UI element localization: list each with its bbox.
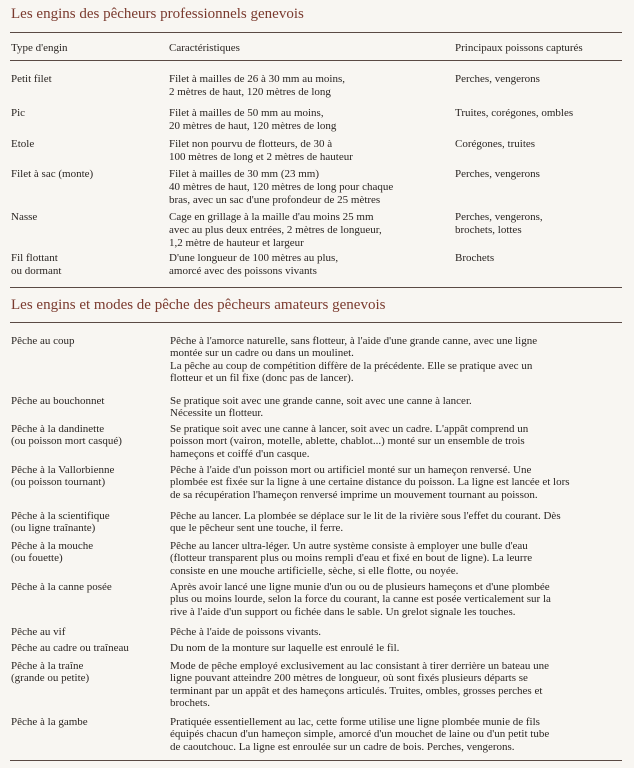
amateur-row-description-line: Pratiquée essentiellement au lac, cette forme utilise une ligne plombée munie de fils [170,716,540,728]
amateur-row-name-line: (ou poisson mort casqué) [11,435,122,448]
professional-row-type-line: Pic [11,107,26,119]
professional-row-type [11,168,93,181]
amateur-row-name-line: (ou ligne traînante) [11,522,96,535]
amateur-row-description-line: poisson mort (vairon, motelle, ablette, chablot...) monté sur un ensemble de trois [170,435,525,448]
amateur-row-description-line: plus ou moins lourde, selon la force du courant, la canne est posée verticalement sur la [170,593,551,606]
professional-row-characteristics-line: amorcé avec des poissons vivants [169,265,317,277]
amateur-top-rule [10,322,622,323]
amateur-row-description-line: Pêche au lancer. La plombée se déplace sur le lit de la rivière sous l'effet du courant. Dès [170,510,561,522]
amateur-row-description-line: Du nom de la monture sur laquelle est enroulé le fil. [170,642,400,654]
professional-row-fish-line: Brochets [455,252,495,264]
amateur-row-name [11,540,93,565]
professional-row-fish-line: Perches, vengerons, [455,211,543,223]
amateur-row-description-line: plombée est fixée sur la ligne à une certaine distance du poisson. La ligne est lancée et lors [170,476,570,489]
amateur-row-name [11,626,65,638]
header-fish: Principaux poissons capturés [455,42,583,54]
professional-row-fish-line: brochets, lottes [455,224,522,236]
professional-row-characteristics [169,211,382,250]
professional-row-characteristics-line: 20 mètres de haut, 120 mètres de long [169,120,337,132]
amateur-row-description-line: consiste en une mouche artificielle, sèche, si elle flotte, ou noyée. [170,564,459,577]
professional-row-fish [455,138,535,151]
professional-row-characteristics-line: Filet non pourvu de flotteurs, de 30 à [169,138,333,150]
professional-row-type [11,211,37,224]
amateur-row-name-line: Pêche à la mouche [11,540,94,552]
amateur-row-name [11,716,88,728]
amateur-row-description-line: (flotteur transparent plus ou moins rempli d'eau et fixé en bout de ligne). La leurre [170,552,533,565]
amateur-row-description-line: Pêche au lancer ultra-léger. Un autre système consiste à employer une bulle d'eau [170,540,528,552]
amateur-row-description [170,716,549,753]
amateur-row-description-line: que le pêcheur sent une touche, il ferre. [170,522,344,535]
amateur-row-description-line: hameçons et coiffé d'un casque. [170,447,310,460]
amateur-row-description-line: Nécessite un flotteur. [170,407,264,420]
header-characteristics: Caractéristiques [169,42,240,54]
professional-row-fish-line: Corégones, truites [455,138,536,150]
professional-title: Les engins des pêcheurs professionnels genevois [11,6,304,22]
amateur-row-name [11,642,129,654]
professional-row-fish-line: Truites, corégones, ombles [455,107,574,119]
amateur-row-description [170,540,532,577]
amateur-row-description-line: terminant par un appât et des hameçons articulés. Truites, ombles, grosses perches et [170,684,543,697]
amateur-row-name-line: Pêche à la scientifique [11,510,110,522]
amateur-row-name-line: Pêche à la gambe [11,716,88,728]
professional-row-type-line: Nasse [11,211,38,223]
professional-row-characteristics [169,138,353,164]
amateur-row-description [170,335,537,385]
amateur-row-description-line: montée sur un cadre ou dans un moulinet. [170,347,354,360]
amateur-row-description-line: de sa récupération l'hameçon renversé imprime un mouvement tournant au poisson. [170,488,538,501]
amateur-row-description-line: La pêche au coup de compétition diffère de la précédente. Elle se pratique avec un [170,359,533,372]
professional-row-characteristics-line: 1,2 mètre de hauteur et largeur [169,237,304,249]
professional-row-characteristics-line: 2 mètres de haut, 120 mètres de long [169,86,331,98]
amateur-row-description [170,660,549,710]
professional-row-characteristics-line: Filet à mailles de 26 à 30 mm au moins, [169,73,345,85]
amateur-row-description [170,581,551,618]
professional-row-fish [455,107,573,120]
professional-row-type [11,73,52,86]
professional-row-characteristics-line: D'une longueur de 100 mètres au plus, [169,252,339,264]
amateur-row-description-line: Après avoir lancé une ligne munie d'un ou ou de plusieurs hameçons et d'une plombée [170,581,550,593]
amateur-row-name-line: Pêche au bouchonnet [11,395,105,407]
professional-row-fish-line: Perches, vengerons [455,168,540,180]
professional-row-characteristics [169,168,393,207]
amateur-row-name [11,581,112,593]
amateur-row-name-line: (grande ou petite) [11,672,90,685]
professional-end-rule [10,287,622,288]
amateur-row-description [170,642,399,654]
amateur-row-name-line: Pêche à la traîne [11,660,84,672]
header-top-rule [10,32,622,33]
amateur-row-name-line: Pêche au cadre ou traîneau [11,642,129,654]
header-bottom-rule [10,60,622,61]
professional-row-fish [455,168,540,181]
professional-row-type [11,107,25,120]
amateur-row-description [170,423,528,460]
professional-row-characteristics [169,107,336,133]
professional-row-characteristics-line: Filet à mailles de 50 mm au moins, [169,107,324,119]
professional-row-characteristics-line: 40 mètres de haut, 120 mètres de long pour chaque [169,181,394,193]
professional-row-fish [455,73,540,86]
amateur-row-description-line: flotteur et un fil fixe (donc pas de lancer). [170,372,354,385]
amateur-row-name-line: Pêche à la Vallorbienne [11,464,115,476]
professional-row-type-line: Fil flottant [11,252,58,264]
amateur-row-name-line: Pêche à la dandinette [11,423,105,435]
professional-row-type [11,138,34,151]
amateur-row-description [170,395,472,420]
professional-row-characteristics-line: 100 mètres de long et 2 mètres de hauteur [169,151,353,163]
amateur-row-name [11,510,110,535]
professional-row-type [11,252,61,278]
header-type: Type d'engin [11,42,68,54]
amateur-row-name-line: Pêche au vif [11,626,66,638]
professional-row-characteristics-line: avec au plus deux entrées, 2 mètres de longueur, [169,224,382,236]
amateur-row-description-line: brochets. [170,697,211,710]
amateur-row-description-line: rive à l'aide d'un support ou fichée dans le sable. Un grelot signale les touches. [170,605,516,618]
amateur-row-name-line: Pêche au coup [11,335,75,347]
amateur-row-description-line: Pêche à l'aide d'un poisson mort ou artificiel monté sur un hameçon renversé. Une [170,464,532,476]
amateur-row-name-line: Pêche à la canne posée [11,581,112,593]
amateur-row-description-line: Pêche à l'aide de poissons vivants. [170,626,322,638]
professional-row-type-line: ou dormant [11,265,62,277]
professional-row-characteristics-line: bras, avec un sac d'une profondeur de 25 mètres [169,194,381,206]
professional-row-type-line: Filet à sac (monte) [11,168,94,180]
professional-row-characteristics [169,252,338,278]
amateur-title: Les engins et modes de pêche des pêcheurs amateurs genevois [11,297,386,313]
amateur-row-description-line: Mode de pêche employé exclusivement au lac consistant à tirer derrière un bateau une [170,660,550,672]
amateur-row-description-line: Se pratique soit avec une canne à lancer, soit avec un cadre. L'appât comprend un [170,423,529,435]
amateur-row-description-line: ligne pouvant atteindre 200 mètres de longueur, où sont fixés plusieurs départs se [170,672,528,685]
amateur-row-name [11,660,89,685]
amateur-row-name [11,464,114,489]
professional-row-type-line: Petit filet [11,73,52,85]
professional-row-fish [455,252,494,265]
amateur-row-name [11,423,122,448]
amateur-row-description [170,464,570,501]
amateur-row-description [170,510,561,535]
amateur-row-description-line: Se pratique soit avec une grande canne, soit avec une canne à lancer. [170,395,472,407]
amateur-row-name [11,335,75,347]
amateur-end-rule [10,760,622,761]
professional-row-type-line: Etole [11,138,35,150]
professional-row-fish [455,211,543,237]
professional-row-characteristics-line: Cage en grillage à la maille d'au moins 25 mm [169,211,374,223]
professional-row-fish-line: Perches, vengerons [455,73,540,85]
amateur-row-name-line: (ou fouette) [11,552,63,565]
professional-row-characteristics [169,73,345,99]
amateur-row-name-line: (ou poisson tournant) [11,476,106,489]
amateur-row-description-line: Pêche à l'amorce naturelle, sans flotteur, à l'aide d'une grande canne, avec une ligne [170,335,538,347]
amateur-row-description-line: équipés chacun d'un hameçon simple, amorcé d'un mouchet de laine ou d'un petit tube [170,728,550,741]
professional-row-characteristics-line: Filet à mailles de 30 mm (23 mm) [169,168,320,180]
amateur-row-description-line: de caoutchouc. La ligne est enroulée sur un cadre de bois. Perches, vengerons. [170,740,515,753]
amateur-row-description [170,626,321,638]
amateur-row-name [11,395,104,407]
